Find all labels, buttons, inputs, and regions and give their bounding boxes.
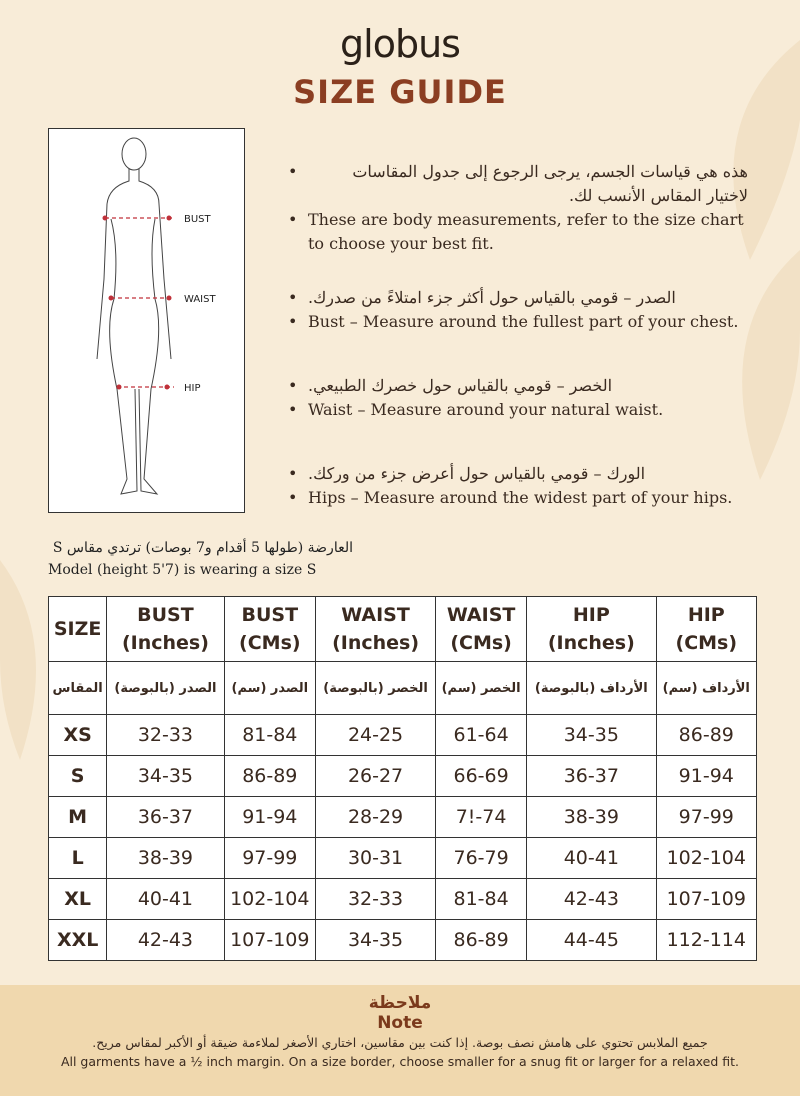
measurement-cell: 107-109: [656, 879, 756, 920]
note-title: Note: [377, 1013, 423, 1033]
note-title-ar: ملاحظة: [368, 993, 432, 1013]
measurement-cell: 42-43: [107, 920, 224, 961]
measurement-cell: 102-104: [224, 879, 315, 920]
instruction-ar: هذه هي قياسات الجسم، يرجى الرجوع إلى جدول المقاسات لاختيار المقاس الأنسب لك.: [352, 162, 748, 205]
table-row: [49, 797, 757, 838]
instruction-ar: الصدر – قومي بالقياس حول أكثر جزء امتلاءً من صدرك.: [308, 288, 676, 307]
measurement-cell: 112-114: [656, 920, 756, 961]
column-header: [107, 597, 224, 662]
body-silhouette: [49, 129, 244, 512]
column-header-label: SIZE: [53, 618, 102, 640]
table-row: [49, 920, 757, 961]
column-header-unit: (CMs): [450, 632, 512, 654]
note-text-ar: جميع الملابس تحتوي على هامش نصف بوصة. إذا كنت بين مقاسين، اختاري الأصغر لملاءمة ضيقة أو الأكبر لمقاس مريح.: [92, 1035, 708, 1050]
measurement-cell: 40-41: [527, 838, 656, 879]
header-row: [49, 597, 757, 662]
measurement-cell: 40-41: [107, 879, 224, 920]
column-header-unit: (Inches): [547, 632, 635, 654]
brand-logo: globus: [340, 22, 460, 66]
measurement-cell: 91-94: [656, 756, 756, 797]
measurement-cell: 107-109: [224, 920, 315, 961]
column-header-unit: (CMs): [239, 632, 301, 654]
column-header-ar: الصدر (سم): [224, 662, 315, 715]
column-header-label: HIP: [687, 604, 725, 626]
measurement-cell: 91-94: [224, 797, 315, 838]
hip-label: HIP: [184, 383, 201, 394]
measurement-cell: 42-43: [527, 879, 656, 920]
measurement-cell: 86-89: [656, 715, 756, 756]
measurement-instructions: [288, 160, 748, 540]
page-title: SIZE GUIDE: [293, 73, 507, 111]
column-header-label: HIP: [572, 604, 610, 626]
header-row-ar: [49, 662, 757, 715]
measurement-cell: 102-104: [656, 838, 756, 879]
instruction-bust: • الصدر – قومي بالقياس حول أكثر جزء امتلاءً من صدرك. • Bust – Measure around the fullest part of your chest.: [288, 286, 748, 334]
measurement-cell: 44-45: [527, 920, 656, 961]
table-row: [49, 838, 757, 879]
measurement-cell: 97-99: [656, 797, 756, 838]
model-info-ar: العارضة (طولها 5 أقدام و7 بوصات) ترتدي مقاس S: [52, 540, 353, 556]
column-header-unit: (CMs): [675, 632, 738, 654]
column-header-ar: الأرداف (بالبوصة): [527, 662, 656, 715]
column-header: [316, 597, 436, 662]
instruction-hips: • الورك – قومي بالقياس حول أعرض جزء من وركك. • Hips – Measure around the widest part of your hips.: [288, 462, 748, 510]
measurement-cell: 38-39: [107, 838, 224, 879]
measurement-cell: 61-64: [436, 715, 527, 756]
column-header-ar: الأرداف (سم): [656, 662, 756, 715]
model-info-en: Model (height 5'7) is wearing a size S: [48, 562, 317, 578]
measurement-cell: 34-35: [527, 715, 656, 756]
bust-label: BUST: [184, 214, 211, 225]
measurement-cell: 66-69: [436, 756, 527, 797]
column-header-label: BUST: [241, 604, 299, 626]
size-cell: XXL: [49, 920, 107, 961]
measurement-cell: 81-84: [224, 715, 315, 756]
measurement-cell: 81-84: [436, 879, 527, 920]
measurement-cell: 38-39: [527, 797, 656, 838]
instruction-waist: • الخصر – قومي بالقياس حول خصرك الطبيعي. • Waist – Measure around your natural waist.: [288, 374, 748, 422]
measurement-cell: 7!-74: [436, 797, 527, 838]
measurement-cell: 97-99: [224, 838, 315, 879]
column-header-ar: الصدر (بالبوصة): [107, 662, 224, 715]
table-row: [49, 756, 757, 797]
column-header: [527, 597, 656, 662]
model-info: [48, 537, 353, 581]
instruction-ar: الورك – قومي بالقياس حول أعرض جزء من وركك.: [308, 464, 646, 483]
column-header: [224, 597, 315, 662]
measurement-cell: 28-29: [316, 797, 436, 838]
column-header-label: WAIST: [341, 604, 410, 626]
instruction-ar: الخصر – قومي بالقياس حول خصرك الطبيعي.: [308, 376, 613, 395]
measurement-cell: 34-35: [316, 920, 436, 961]
column-header-ar: الخصر (بالبوصة): [316, 662, 436, 715]
column-header: [436, 597, 527, 662]
column-header-label: BUST: [137, 604, 194, 626]
table-row: [49, 715, 757, 756]
instruction-general: • هذه هي قياسات الجسم، يرجى الرجوع إلى جدول المقاسات لاختيار المقاس الأنسب لك. • These are body measurements, refer to the size chart to choose your best fit.: [288, 160, 748, 256]
size-cell: M: [49, 797, 107, 838]
measurement-cell: 32-33: [107, 715, 224, 756]
waist-label: WAIST: [184, 294, 216, 305]
instruction-en: Hips – Measure around the widest part of your hips.: [308, 488, 733, 507]
column-header-label: WAIST: [446, 604, 516, 626]
column-header-ar: المقاس: [49, 662, 107, 715]
size-cell: S: [49, 756, 107, 797]
size-cell: L: [49, 838, 107, 879]
size-chart-table: [48, 596, 757, 961]
measurement-cell: 32-33: [316, 879, 436, 920]
measurement-cell: 24-25: [316, 715, 436, 756]
instruction-en: These are body measurements, refer to the size chart to choose your best fit.: [308, 210, 744, 253]
measurement-cell: 86-89: [224, 756, 315, 797]
column-header-ar: الخصر (سم): [436, 662, 527, 715]
measurement-cell: 76-79: [436, 838, 527, 879]
measurement-cell: 36-37: [527, 756, 656, 797]
instruction-en: Bust – Measure around the fullest part of your chest.: [308, 312, 739, 331]
column-header-unit: (Inches): [332, 632, 420, 654]
body-figure: [48, 128, 245, 513]
column-header: [656, 597, 756, 662]
measurement-cell: 30-31: [316, 838, 436, 879]
size-cell: XS: [49, 715, 107, 756]
column-header: [49, 597, 107, 662]
measurement-cell: 26-27: [316, 756, 436, 797]
instruction-en: Waist – Measure around your natural waist.: [308, 400, 664, 419]
measurement-cell: 34-35: [107, 756, 224, 797]
table-row: [49, 879, 757, 920]
note-section: [0, 985, 800, 1096]
measurement-cell: 86-89: [436, 920, 527, 961]
size-cell: XL: [49, 879, 107, 920]
measurement-cell: 36-37: [107, 797, 224, 838]
note-text: All garments have a ½ inch margin. On a size border, choose smaller for a snug fit or larger for a relaxed fit.: [60, 1054, 740, 1069]
column-header-unit: (Inches): [121, 632, 209, 654]
